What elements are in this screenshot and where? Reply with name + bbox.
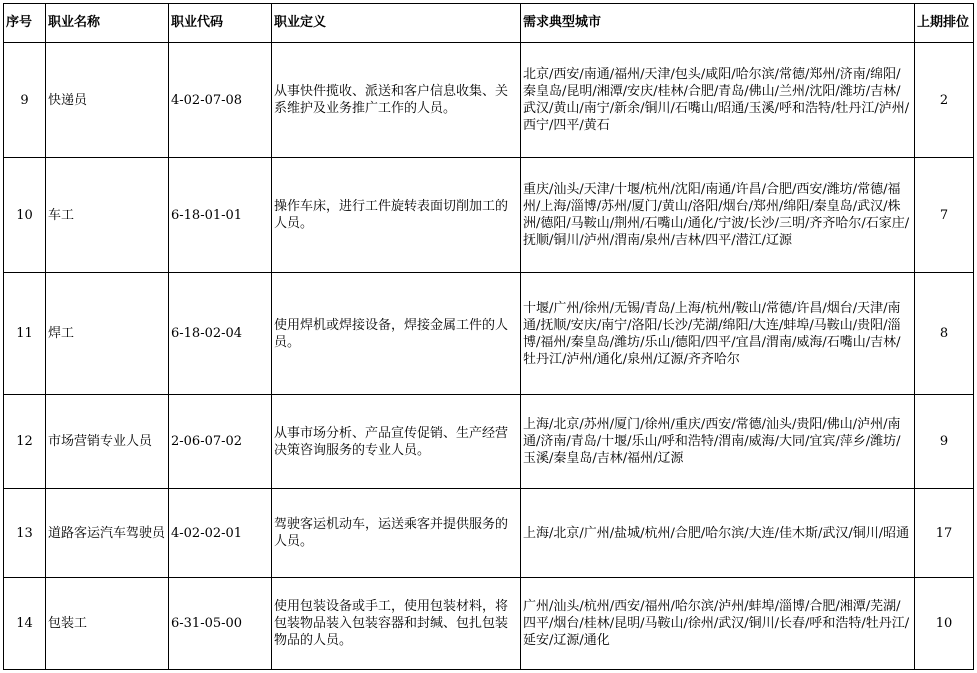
table-row (4, 158, 974, 273)
header-row (4, 4, 974, 43)
cell-prev-rank: 9 (915, 395, 974, 489)
header-prev-rank: 上期排位 (915, 4, 974, 43)
cell-code: 4-02-02-01 (169, 489, 272, 578)
cell-code: 4-02-07-08 (169, 43, 272, 158)
header-cities: 需求典型城市 (521, 4, 915, 43)
cell-seq: 13 (4, 489, 46, 578)
cell-definition: 操作车床，进行工件旋转表面切削加工的人员。 (272, 158, 521, 273)
table-row (4, 273, 974, 395)
table-row (4, 578, 974, 670)
cell-name: 快递员 (46, 43, 169, 158)
cell-code: 6-18-02-04 (169, 273, 272, 395)
cell-seq: 12 (4, 395, 46, 489)
cell-name: 道路客运汽车驾驶员 (46, 489, 169, 578)
header-definition: 职业定义 (272, 4, 521, 43)
table-row (4, 395, 974, 489)
cell-definition: 从事快件揽收、派送和客户信息收集、关系维护及业务推广工作的人员。 (272, 43, 521, 158)
cell-cities: 十堰/广州/徐州/无锡/青岛/上海/杭州/鞍山/常德/许昌/烟台/天津/南通/抚顺/安庆/南宁/洛阳/长沙/芜湖/绵阳/大连/蚌埠/马鞍山/贵阳/淄博/福州/秦皇岛/潍坊/乐山/德阳/四平/宜昌/渭南/威海/石嘴山/吉林/牡丹江/泸州/通化/泉州/辽源/齐齐哈尔 (521, 273, 915, 395)
cell-code: 6-18-01-01 (169, 158, 272, 273)
cell-name: 焊工 (46, 273, 169, 395)
header-seq: 序号 (4, 4, 46, 43)
table-row (4, 489, 974, 578)
cell-cities: 北京/西安/南通/福州/天津/包头/咸阳/哈尔滨/常德/郑州/济南/绵阳/秦皇岛/昆明/湘潭/安庆/桂林/合肥/青岛/佛山/兰州/沈阳/潍坊/吉林/武汉/黄山/南宁/新余/铜川/石嘴山/昭通/玉溪/呼和浩特/牡丹江/泸州/西宁/四平/黄石 (521, 43, 915, 158)
cell-cities: 重庆/汕头/天津/十堰/杭州/沈阳/南通/许昌/合肥/西安/潍坊/常德/福州/上海/淄博/苏州/厦门/黄山/洛阳/烟台/郑州/绵阳/秦皇岛/武汉/株洲/德阳/马鞍山/荆州/石嘴山/通化/宁波/长沙/三明/齐齐哈尔/石家庄/抚顺/铜川/泸州/渭南/泉州/吉林/四平/潜江/辽源 (521, 158, 915, 273)
cell-cities: 上海/北京/苏州/厦门/徐州/重庆/西安/常德/汕头/贵阳/佛山/泸州/南通/济南/青岛/十堰/乐山/呼和浩特/渭南/威海/大同/宜宾/萍乡/潍坊/玉溪/秦皇岛/吉林/福州/辽源 (521, 395, 915, 489)
cell-seq: 9 (4, 43, 46, 158)
cell-code: 2-06-07-02 (169, 395, 272, 489)
cell-prev-rank: 10 (915, 578, 974, 670)
occupation-table (3, 3, 974, 670)
cell-name: 包装工 (46, 578, 169, 670)
cell-prev-rank: 17 (915, 489, 974, 578)
cell-prev-rank: 7 (915, 158, 974, 273)
cell-name: 车工 (46, 158, 169, 273)
header-code: 职业代码 (169, 4, 272, 43)
cell-prev-rank: 2 (915, 43, 974, 158)
table-row (4, 43, 974, 158)
cell-name: 市场营销专业人员 (46, 395, 169, 489)
cell-code: 6-31-05-00 (169, 578, 272, 670)
header-name: 职业名称 (46, 4, 169, 43)
cell-seq: 14 (4, 578, 46, 670)
cell-definition: 使用包装设备或手工，使用包装材料，将包装物品装入包装容器和封缄、包扎包装物品的人员。 (272, 578, 521, 670)
cell-definition: 驾驶客运机动车，运送乘客并提供服务的人员。 (272, 489, 521, 578)
cell-cities: 上海/北京/广州/盐城/杭州/合肥/哈尔滨/大连/佳木斯/武汉/铜川/昭通 (521, 489, 915, 578)
cell-definition: 使用焊机或焊接设备，焊接金属工件的人员。 (272, 273, 521, 395)
cell-prev-rank: 8 (915, 273, 974, 395)
cell-seq: 11 (4, 273, 46, 395)
cell-definition: 从事市场分析、产品宣传促销、生产经营决策咨询服务的专业人员。 (272, 395, 521, 489)
cell-cities: 广州/汕头/杭州/西安/福州/哈尔滨/泸州/蚌埠/淄博/合肥/湘潭/芜湖/四平/烟台/桂林/昆明/马鞍山/徐州/武汉/铜川/长春/呼和浩特/牡丹江/延安/辽源/通化 (521, 578, 915, 670)
cell-seq: 10 (4, 158, 46, 273)
